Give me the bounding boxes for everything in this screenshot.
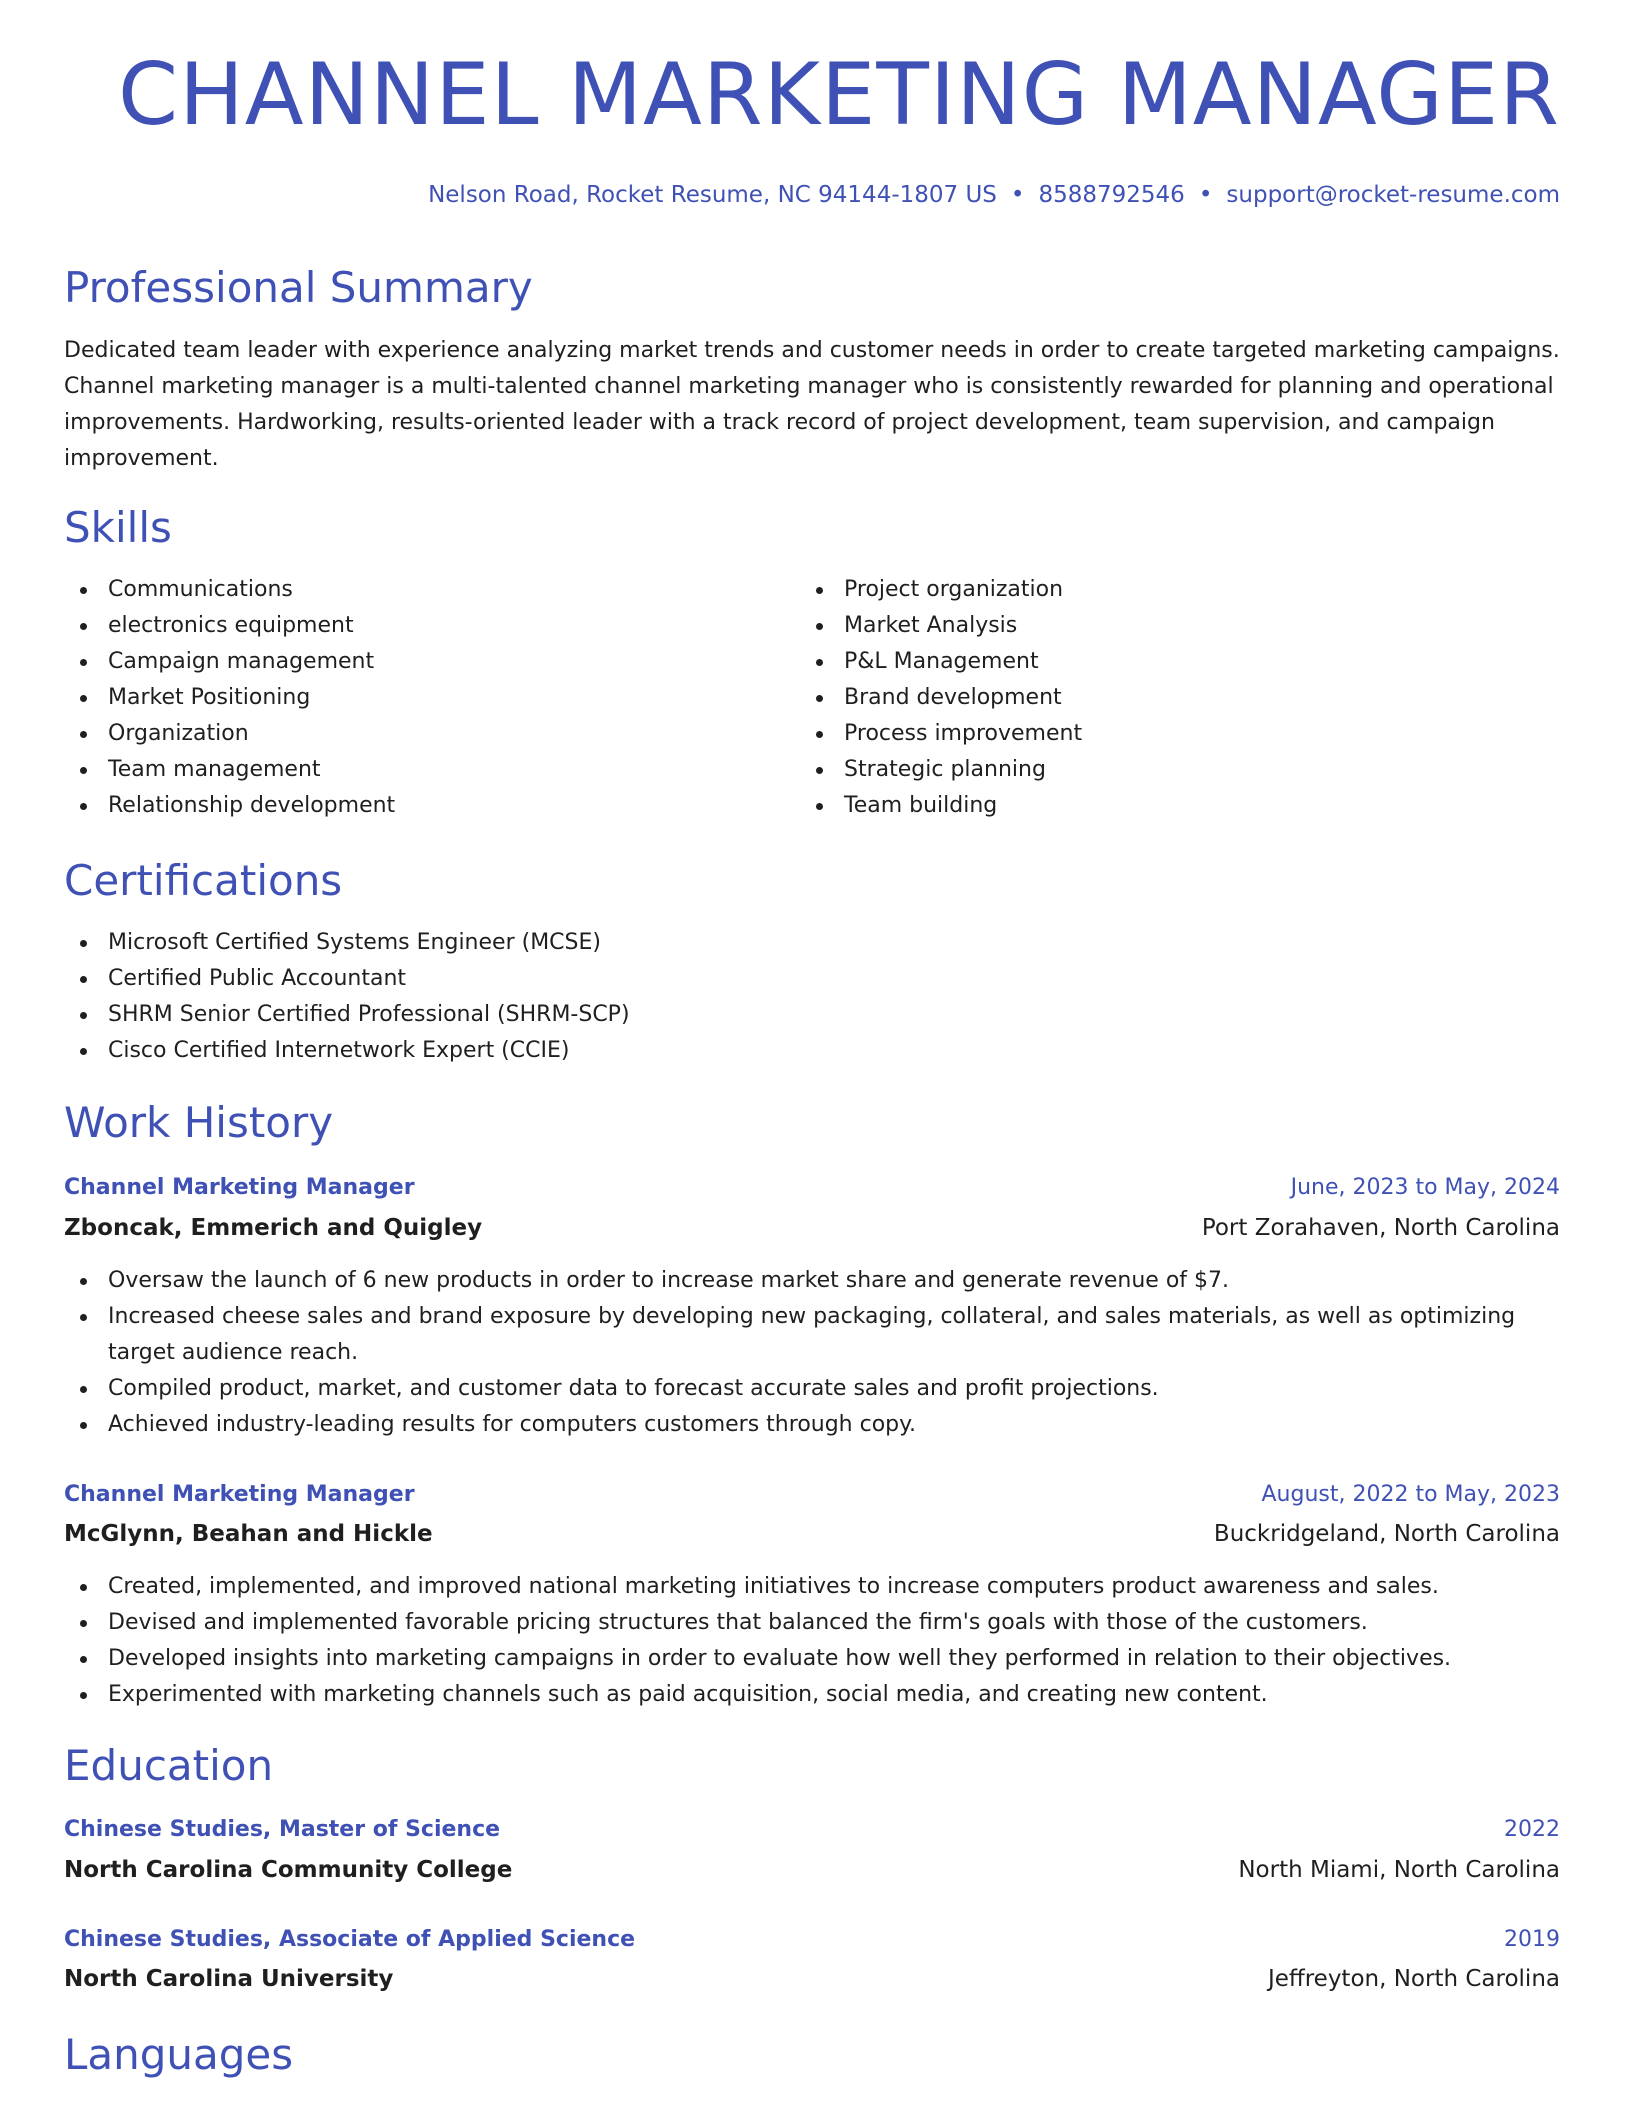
section-title-languages: Languages bbox=[64, 2030, 294, 2079]
education-school-row bbox=[64, 1855, 1560, 1885]
job-location: Port Zorahaven, North Carolina bbox=[1201, 1215, 1560, 1241]
job-employer-row bbox=[64, 1519, 1560, 1549]
job-bullet: Compiled product, market, and customer data to forecast accurate sales and profit projections. bbox=[64, 1371, 1560, 1407]
job-header bbox=[64, 1173, 1560, 1203]
job-bullet: Increased cheese sales and brand exposure by developing new packaging, collateral, and sales materials, as well as optimizing target audience reach. bbox=[64, 1299, 1560, 1371]
job-dates: June, 2023 to May, 2024 bbox=[1290, 1175, 1560, 1200]
contact-line bbox=[428, 182, 1560, 208]
education-school-row bbox=[64, 1964, 1560, 1994]
job-bullet: Devised and implemented favorable pricing structures that balanced the firm's goals with those of the customers. bbox=[64, 1605, 1560, 1641]
skill-item: Communications bbox=[64, 572, 764, 608]
education-location: Jeffreyton, North Carolina bbox=[1267, 1966, 1560, 1992]
contact-phone: 8588792546 bbox=[1038, 182, 1185, 208]
skill-item: electronics equipment bbox=[64, 608, 764, 644]
job-bullets bbox=[64, 1569, 1560, 1713]
skill-item: Market Positioning bbox=[64, 680, 764, 716]
education-header bbox=[64, 1925, 1560, 1955]
certifications-list bbox=[64, 925, 1560, 1069]
job-title: Channel Marketing Manager bbox=[64, 1175, 415, 1200]
skill-item: Market Analysis bbox=[800, 608, 1500, 644]
section-title-certifications: Certifications bbox=[64, 856, 343, 905]
job-location: Buckridgeland, North Carolina bbox=[1213, 1521, 1560, 1547]
skills-list-left bbox=[64, 572, 764, 824]
certification-item: Microsoft Certified Systems Engineer (MCSE) bbox=[64, 925, 1560, 961]
section-title-summary: Professional Summary bbox=[64, 263, 533, 312]
resume-name-title: CHANNEL MARKETING MANAGER bbox=[118, 45, 1560, 145]
job-company: McGlynn, Beahan and Hickle bbox=[64, 1521, 433, 1547]
skill-item: Team management bbox=[64, 752, 764, 788]
summary-text: Dedicated team leader with experience analyzing market trends and customer needs in order to create targeted marketing campaigns. Channel marketing manager is a multi-talented channel marketing manager who is consistently rewarded for planning and operational improvements. Hardworking, results-oriented leader with a track record of project development, team supervision, and campaign improvement. bbox=[64, 338, 1560, 471]
education-degree: Chinese Studies, Associate of Applied Science bbox=[64, 1927, 636, 1952]
certification-item: Cisco Certified Internetwork Expert (CCIE) bbox=[64, 1033, 1560, 1069]
job-title: Channel Marketing Manager bbox=[64, 1482, 415, 1507]
section-title-education: Education bbox=[64, 1741, 274, 1790]
skill-item: Brand development bbox=[800, 680, 1500, 716]
job-dates: August, 2022 to May, 2023 bbox=[1261, 1482, 1560, 1507]
section-title-work-history: Work History bbox=[64, 1098, 334, 1147]
job-bullet: Created, implemented, and improved national marketing initiatives to increase computers product awareness and sales. bbox=[64, 1569, 1560, 1605]
contact-separator: • bbox=[1010, 182, 1025, 208]
education-school: North Carolina University bbox=[64, 1966, 394, 1992]
skill-item: Process improvement bbox=[800, 716, 1500, 752]
job-employer-row bbox=[64, 1213, 1560, 1243]
job-bullet: Oversaw the launch of 6 new products in order to increase market share and generate revenue of $7. bbox=[64, 1263, 1560, 1299]
education-year: 2019 bbox=[1504, 1927, 1560, 1952]
job-bullet: Experimented with marketing channels such as paid acquisition, social media, and creating new content. bbox=[64, 1677, 1560, 1713]
education-school: North Carolina Community College bbox=[64, 1857, 513, 1883]
skill-item: Campaign management bbox=[64, 644, 764, 680]
job-company: Zboncak, Emmerich and Quigley bbox=[64, 1215, 483, 1241]
skill-item: Project organization bbox=[800, 572, 1500, 608]
section-title-skills: Skills bbox=[64, 503, 172, 552]
education-header bbox=[64, 1815, 1560, 1845]
education-degree: Chinese Studies, Master of Science bbox=[64, 1817, 501, 1842]
education-location: North Miami, North Carolina bbox=[1238, 1857, 1560, 1883]
contact-address: Nelson Road, Rocket Resume, NC 94144-1807 US bbox=[428, 182, 997, 208]
certification-item: SHRM Senior Certified Professional (SHRM-SCP) bbox=[64, 997, 1560, 1033]
skill-item: Relationship development bbox=[64, 788, 764, 824]
education-year: 2022 bbox=[1504, 1817, 1560, 1842]
skill-item: Strategic planning bbox=[800, 752, 1500, 788]
skill-item: Organization bbox=[64, 716, 764, 752]
skill-item: Team building bbox=[800, 788, 1500, 824]
skills-list-right bbox=[800, 572, 1500, 824]
skill-item: P&L Management bbox=[800, 644, 1500, 680]
job-bullet: Developed insights into marketing campaigns in order to evaluate how well they performed in relation to their objectives. bbox=[64, 1641, 1560, 1677]
job-bullet: Achieved industry-leading results for computers customers through copy. bbox=[64, 1407, 1560, 1443]
contact-separator: • bbox=[1198, 182, 1213, 208]
job-bullets bbox=[64, 1263, 1560, 1443]
contact-email[interactable]: support@rocket-resume.com bbox=[1226, 182, 1560, 208]
job-header bbox=[64, 1480, 1560, 1510]
certification-item: Certified Public Accountant bbox=[64, 961, 1560, 997]
